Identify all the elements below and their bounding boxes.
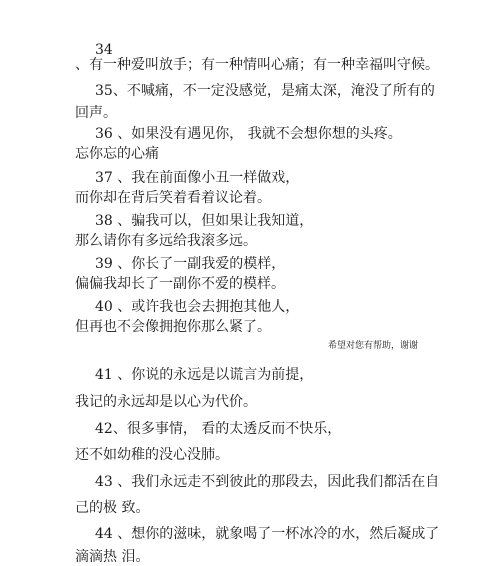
- item-36-line-1: 36 、如果没有遇见你， 我就不会想你想的头疼。: [95, 126, 402, 142]
- item-40-line-2: 但再也不会像拥抱你那么紧了。: [75, 319, 271, 335]
- item-43-line-1: 43 、我们永远走不到彼此的那段去，因此我们都活在自: [95, 474, 440, 490]
- item-42-line-1: 42、很多事情， 看的太透反而不快乐，: [95, 421, 342, 437]
- item-38-line-1: 38 、骗我可以，但如果让我知道，: [95, 213, 314, 229]
- item-35-line-2: 回声。: [75, 105, 117, 121]
- item-38-line-2: 那么请你有多远给我滚多远。: [75, 233, 257, 249]
- item-44-line-2: 滴滴热 泪。: [75, 549, 150, 565]
- item-39-line-2: 偏偏我却长了一副你不爱的模样。: [75, 276, 285, 292]
- item-37-line-2: 而你却在背后笑着看着议论着。: [75, 190, 271, 206]
- closing-note: 希望对您有帮助，谢谢: [328, 341, 419, 351]
- item-35-line-1: 35、不喊痛，不一定没感觉，是痛太深，淹没了所有的: [95, 83, 435, 99]
- item-41-line-1: 41 、你说的永远是以谎言为前提，: [95, 367, 314, 383]
- item-44-line-1: 44 、想你的滋味，就象喝了一杯冰冷的水，然后凝成了: [95, 526, 440, 542]
- item-36-line-2: 忘你忘的心痛: [75, 146, 159, 162]
- item-39-line-1: 39 、你长了一副我爱的模样，: [95, 256, 286, 272]
- item-41-line-2: 我记的永远却是以心为代价。: [75, 394, 257, 410]
- item-40-line-1: 40 、或许我也会去拥抱其他人，: [95, 299, 300, 315]
- item-34-line-2: 、有一种爱叫放手；有一种情叫心痛；有一种幸福叫守候。: [75, 57, 439, 73]
- item-43-line-2: 己的极 致。: [75, 500, 150, 516]
- item-34-line-1: 34: [95, 42, 113, 58]
- item-37-line-1: 37 、我在前面像小丑一样做戏，: [95, 170, 300, 186]
- item-42-line-2: 还不如幼稚的没心没肺。: [75, 447, 229, 463]
